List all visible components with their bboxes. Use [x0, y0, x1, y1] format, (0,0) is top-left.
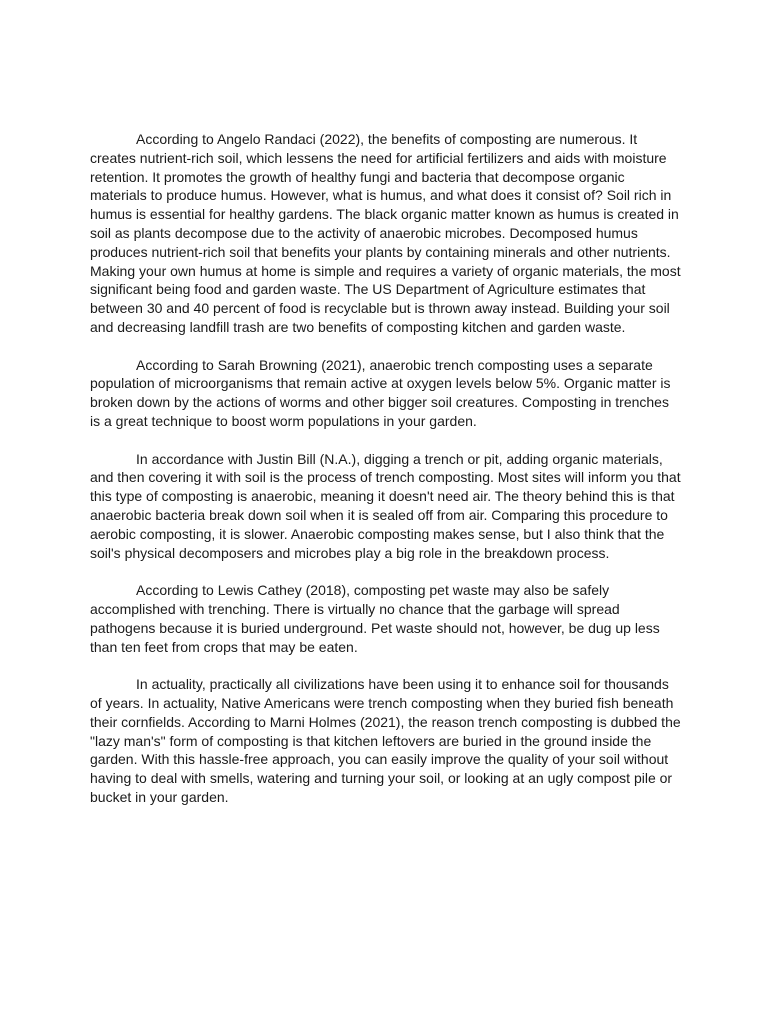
paragraph-cathey: According to Lewis Cathey (2018), composting pet waste may also be safely accomplished with trenching. There is virtually no chance that the garbage will spread pathogens because it is buried underground. Pet waste should not, however, be dug up less than ten feet from crops that may be eaten.	[90, 582, 660, 655]
paragraph-randaci: According to Angelo Randaci (2022), the benefits of composting are numerous. It creates nutrient-rich soil, which lessens the need for artificial fertilizers and aids with moisture retention. It promotes the growth of healthy fungi and bacteria that decompose organic materials to produce humus. However, what is humus, and what does it consist of? Soil rich in humus is essential for healthy gardens. The black organic matter known as humus is created in soil as plants decompose due to the activity of anaerobic microbes. Decomposed humus produces nutrient-rich soil that benefits your plants by containing minerals and other nutrients. Making your own humus at home is simple and requires a variety of organic materials, the most significant being food and garden waste. The US Department of Agriculture estimates that between 30 and 40 percent of food is recyclable but is thrown away instead. Building your soil and decreasing landfill trash are two benefits of composting kitchen and garden waste.	[90, 131, 681, 335]
paragraph-browning: According to Sarah Browning (2021), anaerobic trench composting uses a separate population of microorganisms that remain active at oxygen levels below 5%. Organic matter is broken down by the actions of worms and other bigger soil creatures. Composting in trenches is a great technique to boost worm populations in your garden.	[90, 356, 671, 429]
document-body	[90, 130, 682, 807]
paragraph-holmes: In actuality, practically all civilizations have been using it to enhance soil for thousands of years. In actuality, Native Americans were trench composting when they buried fish beneath their cornfields. According to Marni Holmes (2021), the reason trench composting is dubbed the "lazy man's" form of composting is that kitchen leftovers are buried in the ground inside the garden. With this hassle-free approach, you can easily improve the quality of your soil without having to deal with smells, watering and turning your soil, or looking at an ugly compost pile or bucket in your garden.	[90, 676, 681, 805]
paragraph-bill: In accordance with Justin Bill (N.A.), digging a trench or pit, adding organic materials, and then covering it with soil is the process of trench composting. Most sites will inform you that this type of composting is anaerobic, meaning it doesn't need air. The theory behind this is that anaerobic bacteria break down soil when it is sealed off from air. Comparing this procedure to aerobic composting, it is slower. Anaerobic composting makes sense, but I also think that the soil's physical decomposers and microbes play a big role in the breakdown process.	[90, 450, 681, 561]
